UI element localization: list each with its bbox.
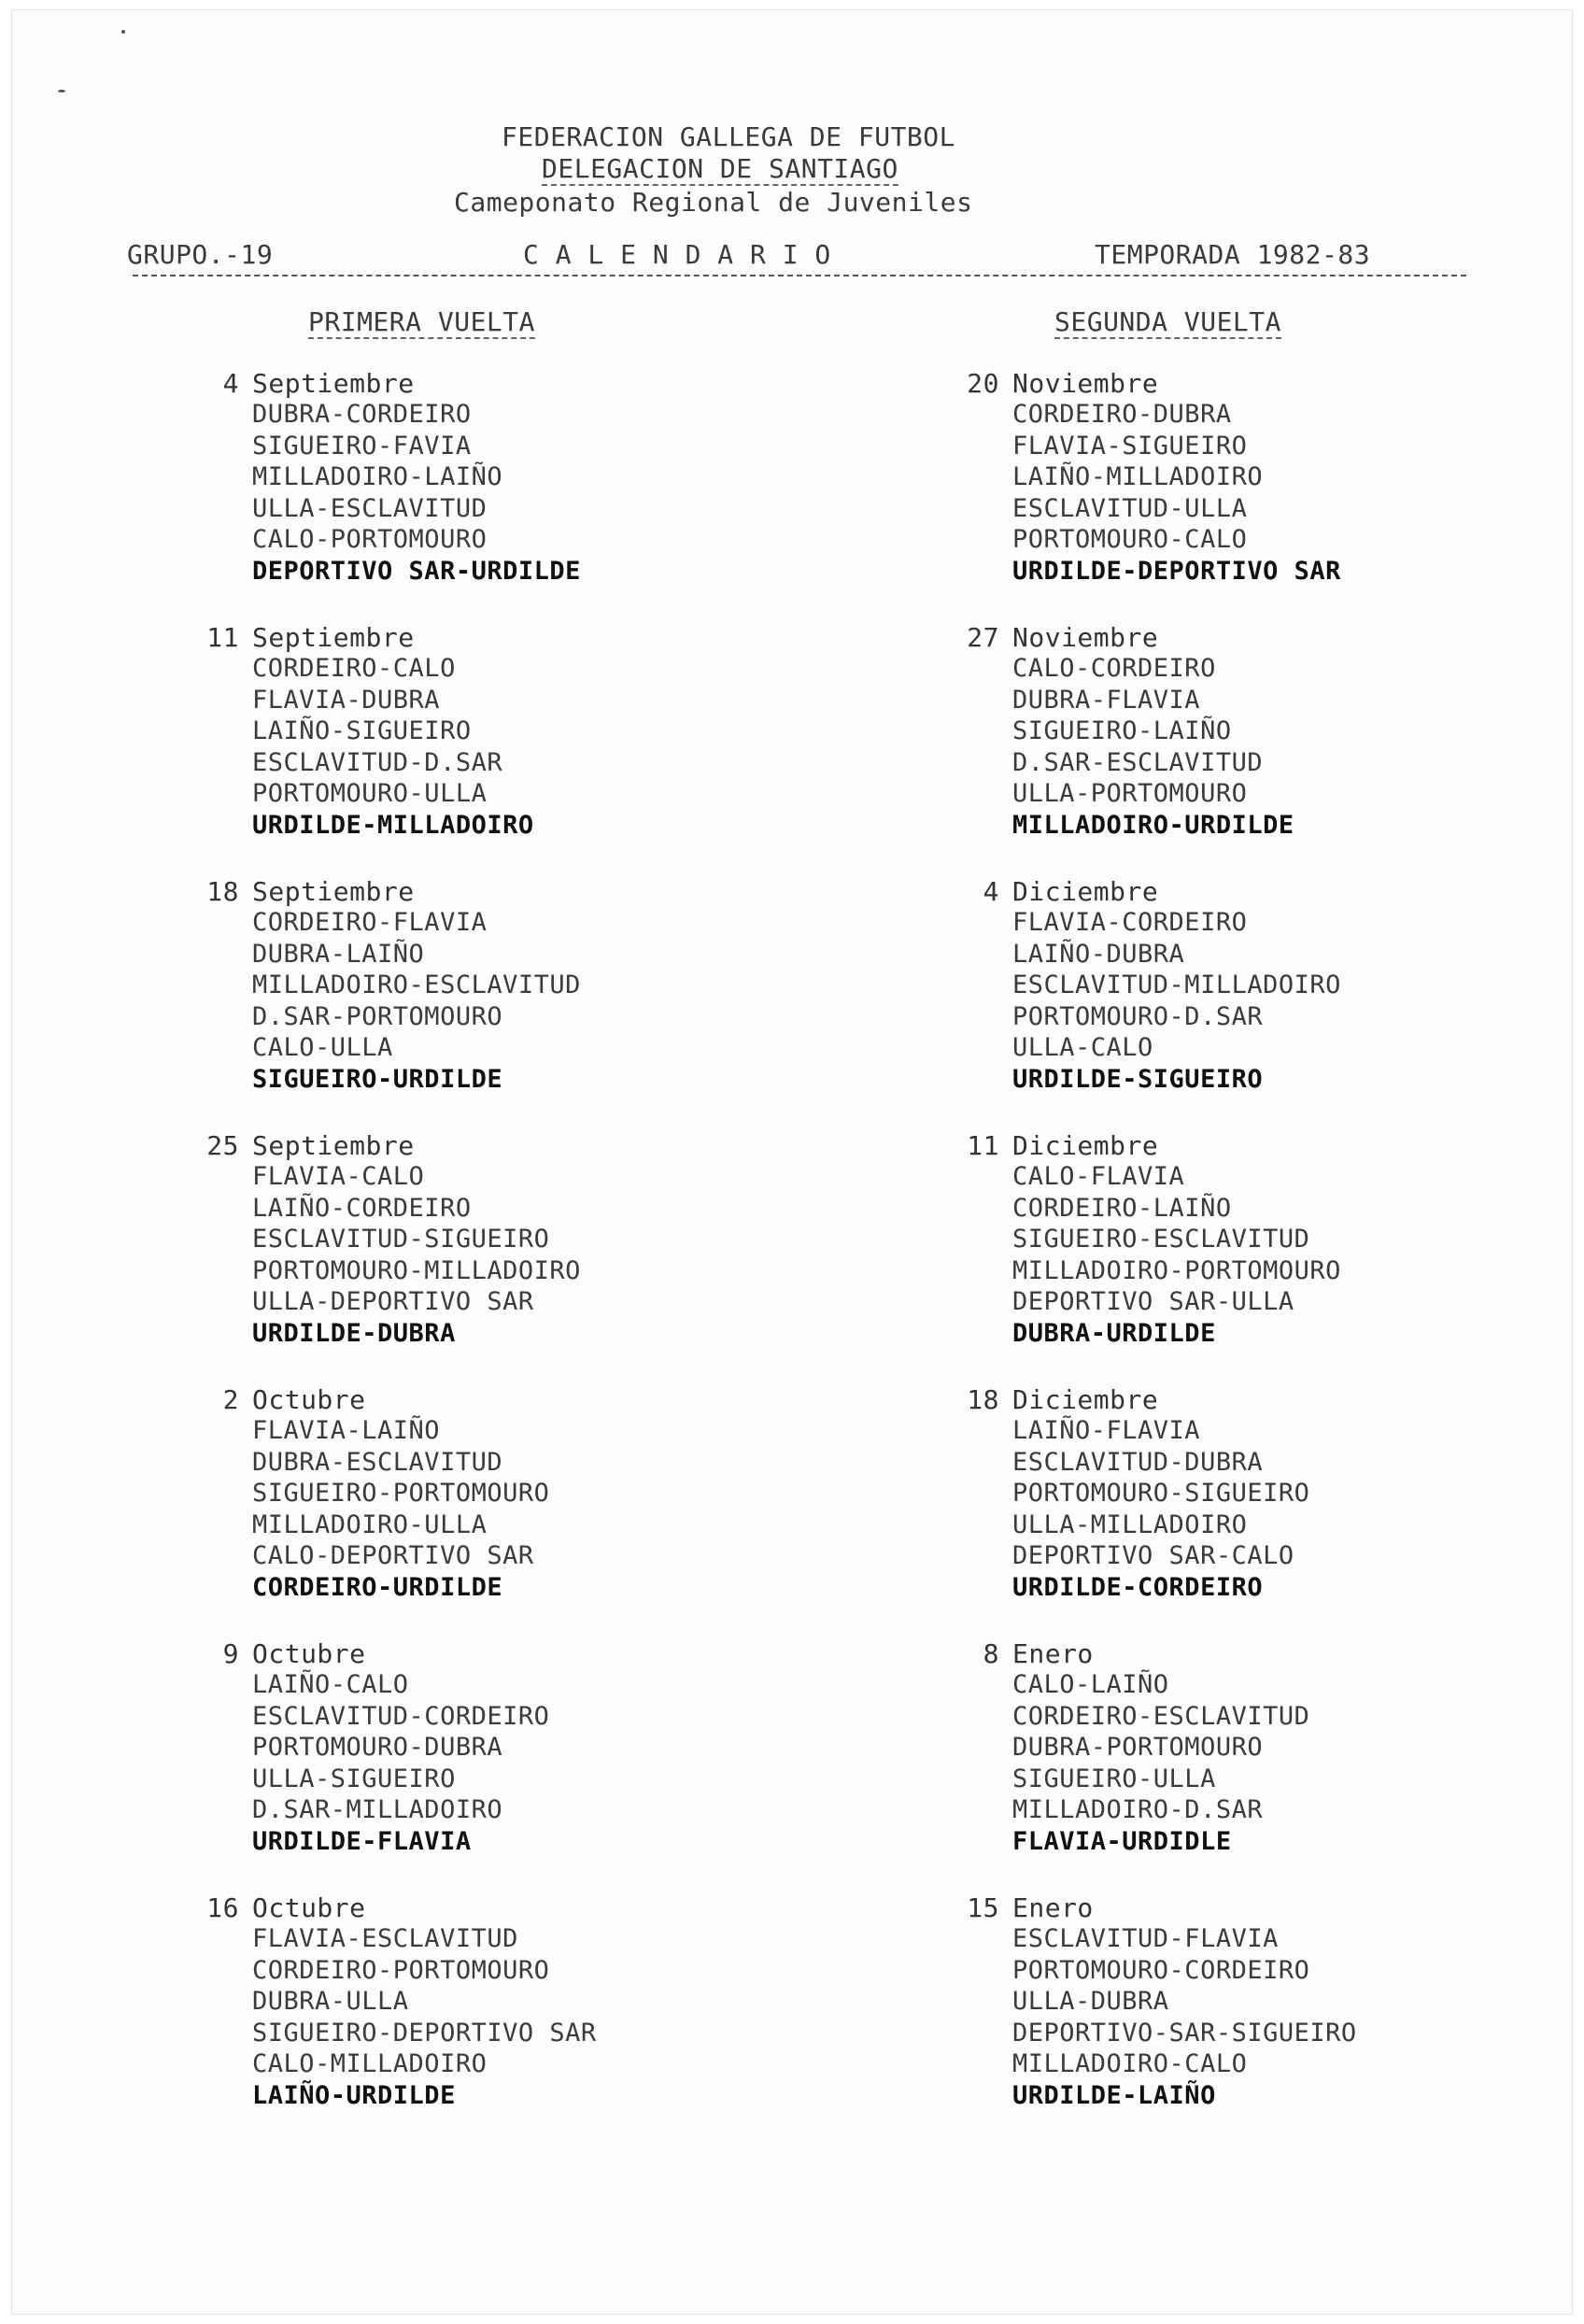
match-fixture: LAIÑO-FLAVIA <box>1012 1416 1201 1445</box>
scan-speck <box>58 90 65 92</box>
match-fixture: D.SAR-MILLADOIRO <box>252 1795 503 1824</box>
match-fixture: LAIÑO-CALO <box>252 1670 409 1699</box>
match-list <box>252 907 581 1095</box>
match-fixture: MILLADOIRO-PORTOMOURO <box>1012 1255 1341 1285</box>
match-list <box>1012 653 1294 841</box>
match-fixture: MILLADOIRO-ESCLAVITUD <box>252 971 581 999</box>
round-month: Septiembre <box>252 876 415 907</box>
match-fixture: PORTOMOURO-D.SAR <box>1012 1001 1264 1031</box>
match-list <box>1012 399 1341 587</box>
match-list <box>252 653 534 841</box>
match-fixture: LAIÑO-CORDEIRO <box>252 1193 472 1223</box>
match-fixture: URDILDE-CORDEIRO <box>1012 1572 1264 1602</box>
round-day: 25 <box>206 1130 239 1161</box>
match-fixture: SIGUEIRO-FAVIA <box>252 431 472 461</box>
match-fixture: DUBRA-URDILDE <box>1012 1318 1216 1348</box>
match-fixture: ULLA-DEPORTIVO SAR <box>252 1287 534 1316</box>
match-fixture: DEPORTIVO SAR-ULLA <box>1012 1287 1294 1316</box>
match-fixture: CORDEIRO-URDILDE <box>252 1572 503 1602</box>
season-label: TEMPORADA 1982-83 <box>1095 239 1371 270</box>
match-list <box>252 1161 581 1349</box>
match-fixture: ULLA-MILLADOIRO <box>1012 1509 1248 1539</box>
match-list <box>252 1923 597 2111</box>
round-day: 8 <box>983 1638 999 1669</box>
match-fixture: CORDEIRO-CALO <box>252 654 456 683</box>
round-day: 11 <box>206 622 239 653</box>
round-month: Octubre <box>252 1384 366 1415</box>
match-fixture: CALO-MILLADOIRO <box>252 2049 488 2078</box>
calendar-title: C A L E N D A R I O <box>523 239 831 270</box>
match-list <box>1012 1923 1357 2111</box>
match-list <box>1012 1415 1309 1603</box>
match-list <box>1012 907 1341 1095</box>
round-day: 18 <box>206 876 239 907</box>
group-label: GRUPO.-19 <box>127 239 274 270</box>
match-fixture: ESCLAVITUD-SIGUEIRO <box>252 1225 550 1254</box>
match-fixture: CALO-LAIÑO <box>1012 1670 1169 1699</box>
match-fixture: LAIÑO-DUBRA <box>1012 939 1185 969</box>
match-fixture: PORTOMOURO-CORDEIRO <box>1012 1955 1310 1985</box>
match-fixture: DUBRA-CORDEIRO <box>252 400 472 429</box>
match-fixture: MILLADOIRO-URDILDE <box>1012 810 1294 840</box>
match-fixture: ESCLAVITUD-ULLA <box>1012 493 1248 523</box>
round-month: Enero <box>1012 1638 1094 1669</box>
match-fixture: ULLA-SIGUEIRO <box>252 1764 456 1793</box>
match-fixture: FLAVIA-CALO <box>252 1162 425 1191</box>
match-fixture: DUBRA-ESCLAVITUD <box>252 1447 503 1477</box>
round-day: 15 <box>967 1892 999 1923</box>
match-fixture: ESCLAVITUD-CORDEIRO <box>252 1701 550 1731</box>
match-list <box>252 1669 549 1857</box>
match-fixture: URDILDE-SIGUEIRO <box>1012 1064 1264 1094</box>
match-fixture: CALO-ULLA <box>252 1033 393 1062</box>
match-fixture: MILLADOIRO-ULLA <box>252 1509 488 1539</box>
match-fixture: URDILDE-DEPORTIVO SAR <box>1012 556 1341 586</box>
match-fixture: PORTOMOURO-DUBRA <box>252 1733 503 1762</box>
match-fixture: D.SAR-PORTOMOURO <box>252 1001 503 1031</box>
match-fixture: ESCLAVITUD-D.SAR <box>252 747 503 777</box>
match-fixture: FLAVIA-CORDEIRO <box>1012 908 1248 937</box>
match-fixture: FLAVIA-DUBRA <box>252 685 441 715</box>
header-divider <box>133 275 1466 276</box>
match-fixture: ULLA-ESCLAVITUD <box>252 493 488 523</box>
round-month: Noviembre <box>1012 622 1159 653</box>
match-fixture: MILLADOIRO-CALO <box>1012 2049 1248 2078</box>
match-fixture: URDILDE-MILLADOIRO <box>252 810 534 840</box>
match-fixture: SIGUEIRO-DEPORTIVO SAR <box>252 2018 597 2048</box>
match-fixture: CORDEIRO-PORTOMOURO <box>252 1955 550 1985</box>
match-fixture: DUBRA-ULLA <box>252 1987 409 2016</box>
match-fixture: DUBRA-PORTOMOURO <box>1012 1733 1264 1762</box>
match-fixture: SIGUEIRO-PORTOMOURO <box>252 1479 550 1508</box>
primera-vuelta-title: PRIMERA VUELTA <box>308 306 536 337</box>
match-fixture: CALO-CORDEIRO <box>1012 654 1216 683</box>
match-list <box>1012 1669 1309 1857</box>
match-fixture: D.SAR-ESCLAVITUD <box>1012 747 1264 777</box>
match-fixture: URDILDE-FLAVIA <box>252 1826 472 1856</box>
round-day: 27 <box>967 622 999 653</box>
championship-title: Cameponato Regional de Juveniles <box>454 187 973 218</box>
round-month: Septiembre <box>252 1130 415 1161</box>
scan-speck <box>121 30 125 34</box>
document-page <box>11 9 1573 2315</box>
match-fixture: PORTOMOURO-ULLA <box>252 779 488 808</box>
match-fixture: MILLADOIRO-D.SAR <box>1012 1795 1264 1824</box>
match-fixture: DUBRA-LAIÑO <box>252 939 425 969</box>
round-month: Diciembre <box>1012 876 1159 907</box>
match-fixture: LAIÑO-SIGUEIRO <box>252 716 472 745</box>
match-fixture: FLAVIA-ESCLAVITUD <box>252 1924 518 1953</box>
match-fixture: CORDEIRO-LAIÑO <box>1012 1193 1232 1223</box>
match-list <box>1012 1161 1341 1349</box>
round-day: 18 <box>967 1384 999 1415</box>
match-fixture: CORDEIRO-DUBRA <box>1012 400 1232 429</box>
match-fixture: SIGUEIRO-ESCLAVITUD <box>1012 1225 1310 1254</box>
match-fixture: URDILDE-LAIÑO <box>1012 2080 1216 2110</box>
round-month: Septiembre <box>252 622 415 653</box>
match-fixture: SIGUEIRO-ULLA <box>1012 1764 1216 1793</box>
round-day: 16 <box>206 1892 239 1923</box>
round-day: 4 <box>983 876 999 907</box>
round-month: Enero <box>1012 1892 1094 1923</box>
match-fixture: DEPORTIVO SAR-CALO <box>1012 1541 1294 1570</box>
match-list <box>252 399 581 587</box>
match-fixture: SIGUEIRO-LAIÑO <box>1012 716 1232 745</box>
match-fixture: LAIÑO-MILLADOIRO <box>1012 462 1264 491</box>
match-fixture: FLAVIA-LAIÑO <box>252 1416 441 1445</box>
match-fixture: FLAVIA-URDIDLE <box>1012 1826 1232 1856</box>
match-fixture: ESCLAVITUD-MILLADOIRO <box>1012 971 1341 999</box>
federation-title: FEDERACION GALLEGA DE FUTBOL <box>502 121 956 152</box>
match-fixture: PORTOMOURO-CALO <box>1012 525 1248 554</box>
round-month: Octubre <box>252 1892 366 1923</box>
match-fixture: PORTOMOURO-MILLADOIRO <box>252 1255 581 1285</box>
match-fixture: CALO-PORTOMOURO <box>252 525 488 554</box>
match-fixture: CALO-FLAVIA <box>1012 1162 1185 1191</box>
match-fixture: ULLA-DUBRA <box>1012 1987 1169 2016</box>
round-month: Diciembre <box>1012 1384 1159 1415</box>
round-day: 20 <box>967 368 999 399</box>
match-fixture: URDILDE-DUBRA <box>252 1318 456 1348</box>
match-fixture: DUBRA-FLAVIA <box>1012 685 1201 715</box>
match-fixture: CORDEIRO-ESCLAVITUD <box>1012 1701 1310 1731</box>
match-fixture: ESCLAVITUD-DUBRA <box>1012 1447 1264 1477</box>
round-month: Noviembre <box>1012 368 1159 399</box>
match-fixture: DEPORTIVO-SAR-SIGUEIRO <box>1012 2018 1357 2048</box>
round-day: 11 <box>967 1130 999 1161</box>
round-month: Octubre <box>252 1638 366 1669</box>
match-fixture: MILLADOIRO-LAIÑO <box>252 462 503 491</box>
round-month: Diciembre <box>1012 1130 1159 1161</box>
match-fixture: LAIÑO-URDILDE <box>252 2080 456 2110</box>
delegation-title: DELEGACION DE SANTIAGO <box>542 153 898 184</box>
match-fixture: ESCLAVITUD-FLAVIA <box>1012 1924 1279 1953</box>
match-fixture: FLAVIA-SIGUEIRO <box>1012 431 1248 461</box>
match-fixture: ULLA-CALO <box>1012 1033 1153 1062</box>
match-fixture: ULLA-PORTOMOURO <box>1012 779 1248 808</box>
match-fixture: PORTOMOURO-SIGUEIRO <box>1012 1479 1310 1508</box>
round-day: 4 <box>222 368 239 399</box>
match-fixture: CORDEIRO-FLAVIA <box>252 908 488 937</box>
match-list <box>252 1415 549 1603</box>
match-fixture: CALO-DEPORTIVO SAR <box>252 1541 534 1570</box>
match-fixture: SIGUEIRO-URDILDE <box>252 1064 503 1094</box>
round-day: 2 <box>222 1384 239 1415</box>
segunda-vuelta-title: SEGUNDA VUELTA <box>1054 306 1282 337</box>
match-fixture: DEPORTIVO SAR-URDILDE <box>252 556 581 586</box>
round-month: Septiembre <box>252 368 415 399</box>
round-day: 9 <box>222 1638 239 1669</box>
